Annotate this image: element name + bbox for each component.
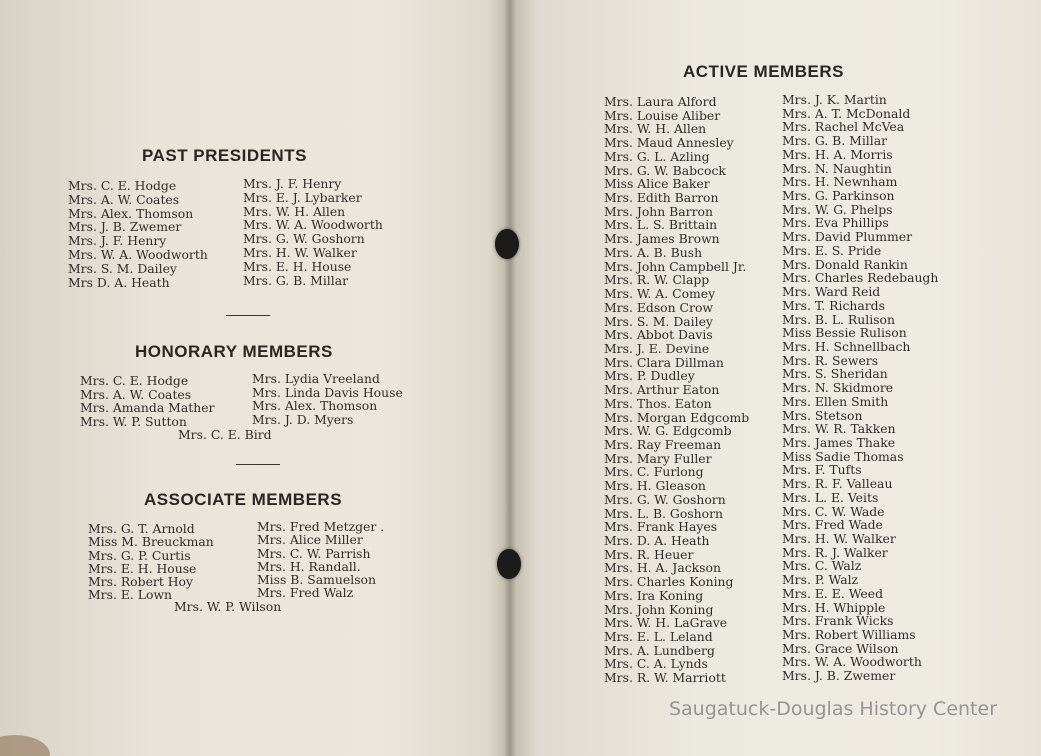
member-name: Mrs. J. E. Devine [604, 340, 710, 356]
member-name: Mrs. C. E. Hodge [80, 373, 189, 388]
member-name: Mrs. J. K. Martin [782, 92, 887, 107]
member-name: Mrs. John Barron [604, 203, 713, 219]
member-name: Mrs. E. S. Pride [782, 242, 882, 258]
member-name: Mrs. N. Skidmore [782, 380, 894, 396]
divider-rule [226, 315, 270, 316]
member-name: Mrs. G. W. Goshorn [604, 491, 726, 507]
member-name: Mrs. Linda Davis House [252, 384, 403, 400]
binding-hole [495, 229, 519, 259]
member-name: Mrs. Charles Koning [604, 574, 734, 590]
member-name: Mrs. Arthur Eaton [604, 382, 720, 398]
member-name: Mrs. H. W. Walker [243, 244, 357, 260]
member-name: Mrs. H. Schnellbach [782, 338, 911, 354]
member-name: Mrs. R. Heuer [604, 546, 694, 562]
member-name: Mrs. Ray Freeman [604, 436, 722, 452]
member-name: Mrs. G. P. Curtis [88, 547, 191, 563]
honorary-members-left-column [80, 374, 214, 428]
associate-members-left-column [88, 522, 214, 602]
member-name: Mrs. E. Lown [88, 587, 173, 603]
divider-rule [236, 464, 280, 465]
member-name: Mrs. Alex. Thomson [68, 205, 194, 221]
member-name: Mrs. Grace Wilson [782, 640, 899, 656]
active-members-left-column [604, 95, 749, 685]
member-name: Mrs. C. A. Lynds [604, 656, 708, 672]
member-name: Mrs. H. Whipple [782, 599, 886, 615]
member-name: Mrs. C. W. Parrish [257, 545, 371, 561]
member-name: Mrs. E. H. House [88, 560, 197, 576]
member-name: Mrs. Robert Williams [782, 627, 916, 643]
past-presidents-heading: PAST PRESIDENTS [142, 146, 307, 165]
past-presidents-left-column [68, 179, 208, 289]
member-name: Mrs. C. E. Hodge [68, 178, 177, 193]
member-name: Miss Bessie Rulison [782, 325, 907, 341]
member-name: Mrs D. A. Heath [68, 274, 170, 290]
member-name: Mrs. Alex. Thomson [252, 398, 378, 414]
past-presidents-right-column [243, 177, 383, 287]
member-name: Mrs. G. Parkinson [782, 188, 895, 204]
member-name: Mrs. A. W. Coates [80, 386, 192, 402]
member-name: Mrs. T. Richards [782, 297, 885, 313]
member-name: Mrs. W. H. LaGrave [604, 615, 728, 631]
member-name: Mrs. N. Naughtin [782, 160, 892, 176]
member-name: Mrs. David Plummer [782, 229, 913, 245]
member-name: Mrs. Clara Dillman [604, 354, 724, 370]
watermark-text: Saugatuck-Douglas History Center [668, 698, 997, 720]
member-name: Miss M. Breuckman [88, 534, 214, 550]
member-name: Mrs. James Brown [604, 231, 720, 247]
member-name: Mrs. J. F. Henry [68, 233, 167, 249]
member-name: Mrs. Charles Redebaugh [782, 270, 939, 286]
member-name: Mrs. G. L. Azling [604, 148, 710, 164]
honorary-members-heading: HONORARY MEMBERS [135, 342, 333, 361]
member-name: Miss Alice Baker [604, 176, 710, 192]
binding-fold [504, 0, 516, 756]
member-name: Mrs. Louise Aliber [604, 107, 721, 123]
member-name: Mrs. W. A. Comey [604, 286, 716, 302]
member-name: Mrs. E. J. Lybarker [243, 189, 362, 205]
member-name: Mrs. Abbot Davis [604, 327, 713, 343]
member-name: Mrs. H. Gleason [604, 478, 706, 494]
member-name: Mrs. J. B. Zwemer [68, 219, 182, 235]
member-name: Mrs. Lydia Vreeland [252, 371, 380, 386]
member-name: Mrs. W. R. Takken [782, 421, 896, 437]
member-name: Mrs. L. B. Goshorn [604, 505, 723, 521]
member-name: Mrs. S. M. Dailey [68, 260, 177, 276]
associate-members-last-entry: Mrs. W. P. Wilson [174, 599, 282, 614]
member-name: Mrs. Edson Crow [604, 299, 714, 315]
member-name: Mrs. Fred Walz [257, 585, 354, 601]
member-name: Mrs. G. B. Millar [243, 272, 349, 288]
associate-members-heading: ASSOCIATE MEMBERS [144, 490, 343, 509]
member-name: Mrs. W. A. Woodworth [243, 217, 383, 233]
member-name: Mrs. H. A. Jackson [604, 560, 721, 576]
member-name: Mrs. W. G. Phelps [782, 201, 893, 217]
active-members-right-column [782, 93, 938, 683]
right-page [510, 0, 1041, 756]
member-name: Mrs. W. H. Allen [243, 203, 346, 219]
member-name: Mrs. Robert Hoy [88, 574, 194, 590]
member-name: Mrs. Amanda Mather [80, 400, 215, 416]
member-name: Mrs. R. W. Marriott [604, 670, 726, 686]
member-name: Miss B. Samuelson [257, 572, 376, 588]
member-name: Mrs. C. Furlong [604, 464, 704, 480]
member-name: Mrs. A. W. Coates [68, 191, 180, 207]
binding-hole [497, 549, 521, 579]
member-name: Mrs. Ward Reid [782, 284, 881, 300]
member-name: Mrs. Fred Wade [782, 517, 883, 533]
member-name: Mrs. Frank Wicks [782, 613, 894, 629]
member-name: Mrs. Laura Alford [604, 94, 717, 109]
show-through-text [125, 70, 325, 130]
member-name: Mrs. Edith Barron [604, 190, 719, 206]
member-name: Mrs. W. G. Edgcomb [604, 423, 732, 439]
member-name: Mrs. A. Lundberg [604, 642, 715, 658]
member-name: Mrs. Maud Annesley [604, 135, 734, 151]
member-name: Mrs. G. W. Babcock [604, 162, 726, 178]
member-name: Mrs. F. Tufts [782, 462, 862, 478]
member-name: Mrs. H. A. Morris [782, 146, 893, 162]
member-name: Mrs. Fred Metzger . [257, 519, 385, 534]
member-name: Mrs. H. W. Walker [782, 531, 896, 546]
stain-mark [0, 735, 50, 756]
member-name: Mrs. G. W. Goshorn [243, 231, 365, 247]
member-name: Mrs. W. A. Woodworth [68, 246, 208, 262]
member-name: Mrs. Stetson [782, 407, 863, 423]
member-name: Mrs. G. B. Millar [782, 133, 888, 149]
member-name: Mrs. D. A. Heath [604, 533, 710, 548]
member-name: Mrs. C. Walz [782, 558, 862, 574]
member-name: Mrs. L. S. Brittain [604, 217, 718, 233]
member-name: Mrs. H. Newnham [782, 174, 898, 190]
member-name: Mrs. J. F. Henry [243, 176, 342, 191]
member-name: Mrs. C. W. Wade [782, 503, 885, 519]
associate-members-right-column [257, 520, 384, 600]
member-name: Mrs. Thos. Eaton [604, 395, 712, 411]
member-name: Mrs. E. H. House [243, 258, 352, 274]
honorary-members-last-entry: Mrs. C. E. Bird [178, 427, 272, 442]
member-name: Mrs. J. D. Myers [252, 411, 354, 427]
member-name: Mrs. W. H. Allen [604, 121, 707, 137]
member-name: Mrs. A. T. McDonald [782, 105, 911, 121]
member-name: Mrs. H. Randall. [257, 558, 361, 574]
member-name: Mrs. Ira Koning [604, 587, 704, 603]
member-name: Mrs. P. Walz [782, 572, 859, 588]
member-name: Mrs. Ellen Smith [782, 393, 889, 409]
member-name: Mrs. S. M. Dailey [604, 313, 713, 329]
member-name: Mrs. E. L. Leland [604, 629, 713, 645]
member-name: Mrs. L. E. Veits [782, 489, 879, 505]
member-name: Mrs. S. Sheridan [782, 366, 888, 382]
member-name: Mrs. A. B. Bush [604, 244, 703, 260]
member-name: Mrs. Alice Miller [257, 532, 363, 548]
member-name: Mrs. W. A. Woodworth [782, 654, 922, 670]
member-name: Mrs. B. L. Rulison [782, 311, 895, 327]
member-name: Mrs. R. F. Valleau [782, 476, 893, 492]
member-name: Mrs. J. B. Zwemer [782, 668, 896, 684]
member-name: Mrs. Mary Fuller [604, 450, 712, 466]
member-name: Mrs. G. T. Arnold [88, 521, 195, 536]
member-name: Mrs. E. E. Weed [782, 585, 884, 601]
member-name: Mrs. James Thake [782, 434, 896, 450]
left-page [0, 0, 510, 756]
member-name: Mrs. Frank Hayes [604, 519, 718, 535]
member-name: Miss Sadie Thomas [782, 448, 904, 464]
member-name: Mrs. R. Sewers [782, 352, 879, 368]
honorary-members-right-column [252, 372, 403, 426]
member-name: Mrs. Morgan Edgcomb [604, 409, 750, 425]
member-name: Mrs. P. Dudley [604, 368, 695, 384]
member-name: Mrs. John Campbell Jr. [604, 258, 747, 274]
active-members-heading: ACTIVE MEMBERS [683, 62, 844, 81]
member-name: Mrs. R. W. Clapp [604, 272, 710, 288]
member-name: Mrs. John Koning [604, 601, 714, 617]
member-name: Mrs. Eva Phillips [782, 215, 889, 231]
member-name: Mrs. Rachel McVea [782, 119, 905, 135]
member-name: Mrs. R. J. Walker [782, 544, 888, 560]
member-name: Mrs. Donald Rankin [782, 256, 908, 272]
member-name: Mrs. W. P. Sutton [80, 413, 187, 429]
